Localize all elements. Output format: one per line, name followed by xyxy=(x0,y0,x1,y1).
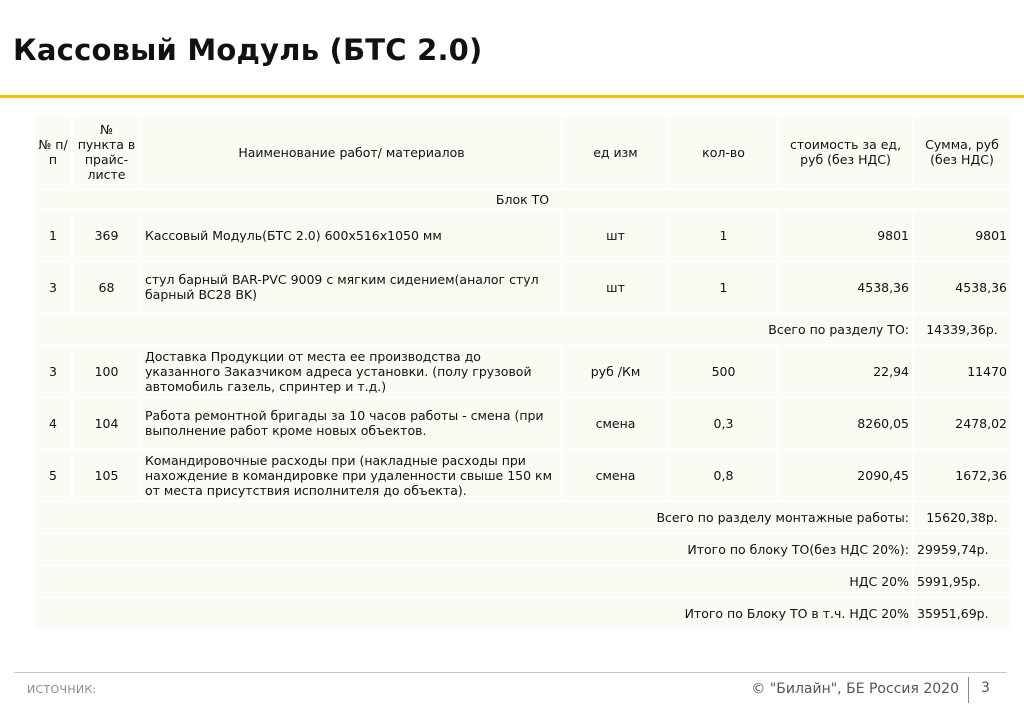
cell-sum: 4538,36 xyxy=(913,261,1011,313)
footer-separator xyxy=(968,677,969,703)
total-vat-label: Итого по Блоку ТО в т.ч. НДС 20% xyxy=(34,597,913,629)
cell-num: 3 xyxy=(34,345,72,397)
subtotal-mount-row xyxy=(34,501,1011,533)
table-row xyxy=(34,345,1011,397)
cell-unit: смена xyxy=(562,397,669,449)
footer-divider xyxy=(14,672,1007,673)
header-name: Наименование работ/ материалов xyxy=(141,115,562,189)
cell-item: 100 xyxy=(72,345,141,397)
cell-item: 105 xyxy=(72,449,141,501)
subtotal-mount-value: 15620,38р. xyxy=(913,501,1011,533)
cell-cost: 22,94 xyxy=(778,345,913,397)
estimate-table xyxy=(33,114,1012,630)
table-row xyxy=(34,261,1011,313)
subtotal-to-value: 14339,36р. xyxy=(913,313,1011,345)
cell-sum: 2478,02 xyxy=(913,397,1011,449)
vat-row xyxy=(34,565,1011,597)
subtotal-to-label: Всего по разделу ТО: xyxy=(34,313,913,345)
cell-cost: 4538,36 xyxy=(778,261,913,313)
cell-item: 104 xyxy=(72,397,141,449)
header-sum: Сумма, руб (без НДС) xyxy=(913,115,1011,189)
table-row xyxy=(34,397,1011,449)
block-row xyxy=(34,189,1011,209)
cell-name: Кассовый Модуль(БТС 2.0) 600x516x1050 мм xyxy=(141,209,562,261)
cell-item: 369 xyxy=(72,209,141,261)
table-row xyxy=(34,209,1011,261)
cell-qty: 0,8 xyxy=(669,449,778,501)
cell-num: 3 xyxy=(34,261,72,313)
cell-num: 1 xyxy=(34,209,72,261)
total-vat-row xyxy=(34,597,1011,629)
cell-qty: 1 xyxy=(669,261,778,313)
cell-sum: 11470 xyxy=(913,345,1011,397)
cell-unit: руб /Км xyxy=(562,345,669,397)
cell-unit: шт xyxy=(562,261,669,313)
header-qty: кол-во xyxy=(669,115,778,189)
total-vat-value: 35951,69р. xyxy=(913,597,1011,629)
vat-value: 5991,95р. xyxy=(913,565,1011,597)
block-label: Блок ТО xyxy=(34,189,1011,209)
total-no-vat-label: Итого по блоку ТО(без НДС 20%): xyxy=(34,533,913,565)
cell-cost: 8260,05 xyxy=(778,397,913,449)
title-divider xyxy=(0,95,1024,98)
vat-label: НДС 20% xyxy=(34,565,913,597)
cell-cost: 9801 xyxy=(778,209,913,261)
cell-unit: шт xyxy=(562,209,669,261)
header-num: № п/п xyxy=(34,115,72,189)
table-header-row xyxy=(34,115,1011,189)
cell-item: 68 xyxy=(72,261,141,313)
cell-name: Работа ремонтной бригады за 10 часов работы - смена (при выполнение работ кроме новых объектов. xyxy=(141,397,562,449)
subtotal-mount-label: Всего по разделу монтажные работы: xyxy=(34,501,913,533)
cell-qty: 0,3 xyxy=(669,397,778,449)
cell-name: Доставка Продукции от места ее производства до указанного Заказчиком адреса установки. (полу грузовой автомобиль газель, спринтер и т.д.) xyxy=(141,345,562,397)
cell-name: Командировочные расходы при (накладные расходы при нахождение в командировке при удаленности свыше 150 км от места присутствия исполнителя до объекта). xyxy=(141,449,562,501)
subtotal-to-row xyxy=(34,313,1011,345)
table-row xyxy=(34,449,1011,501)
total-no-vat-row xyxy=(34,533,1011,565)
cell-num: 4 xyxy=(34,397,72,449)
cell-sum: 9801 xyxy=(913,209,1011,261)
total-no-vat-value: 29959,74р. xyxy=(913,533,1011,565)
header-price-item: № пункта в прайс-листе xyxy=(72,115,141,189)
page-number: 3 xyxy=(981,680,990,696)
cell-qty: 500 xyxy=(669,345,778,397)
cell-unit: смена xyxy=(562,449,669,501)
cell-sum: 1672,36 xyxy=(913,449,1011,501)
source-label: ИСТОЧНИК: xyxy=(27,683,97,696)
cell-num: 5 xyxy=(34,449,72,501)
header-unit: ед изм xyxy=(562,115,669,189)
page-title: Кассовый Модуль (БТС 2.0) xyxy=(13,33,483,67)
copyright: © "Билайн", БЕ Россия 2020 xyxy=(751,681,959,697)
cell-name: стул барный BAR-PVC 9009 с мягким сидением(аналог стул барный BC28 BK) xyxy=(141,261,562,313)
cell-qty: 1 xyxy=(669,209,778,261)
header-unit-cost: стоимость за ед, руб (без НДС) xyxy=(778,115,913,189)
cell-cost: 2090,45 xyxy=(778,449,913,501)
